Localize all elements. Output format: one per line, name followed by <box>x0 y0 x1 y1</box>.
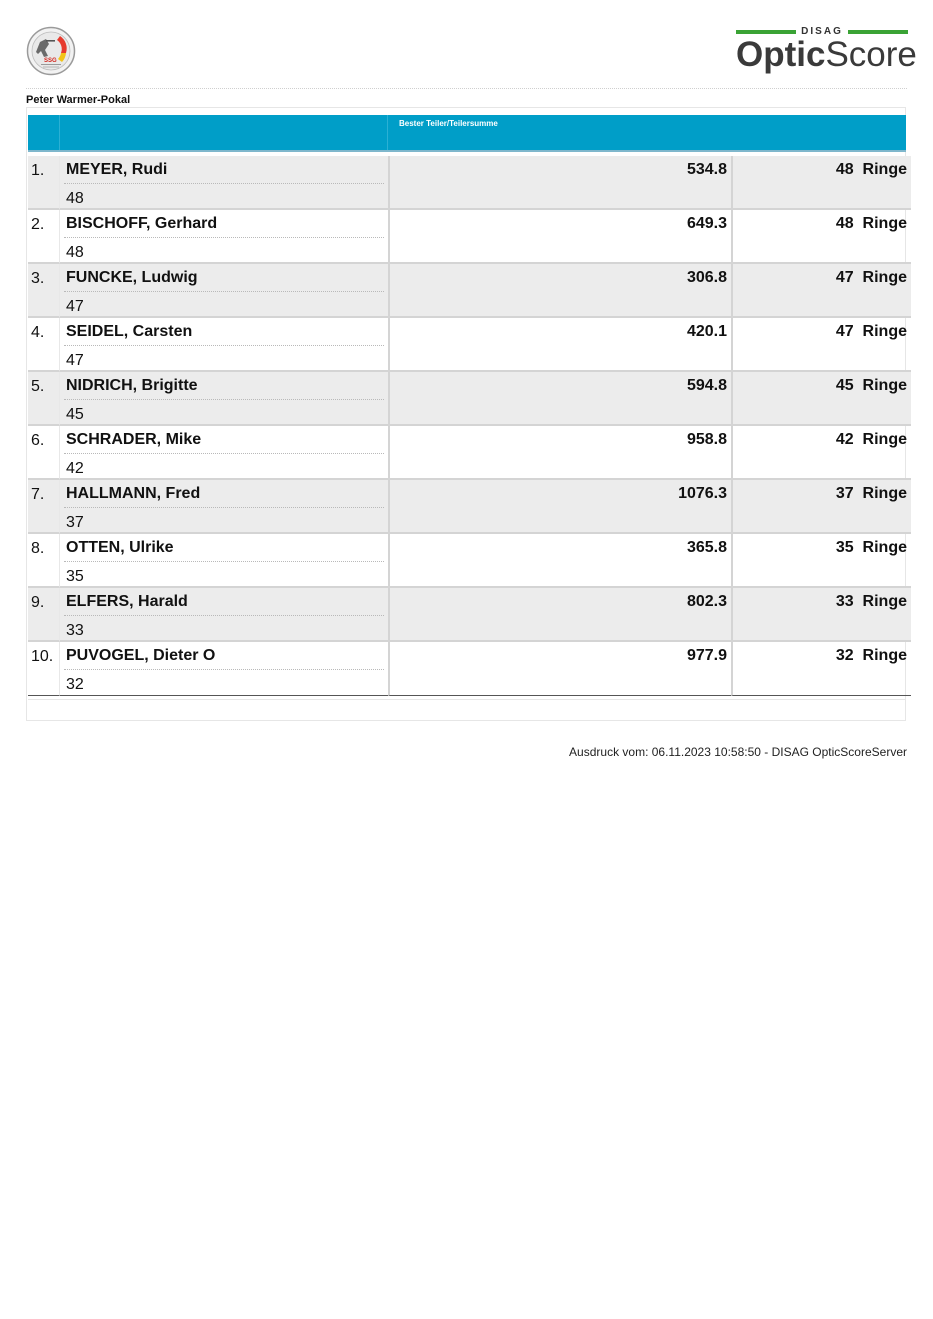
shooter-rings-sub: 32 <box>66 676 84 693</box>
teiler-value: 534.8 <box>686 161 727 178</box>
rings-value: 45 Ringe <box>835 377 907 394</box>
shooter-rings-sub: 35 <box>66 568 84 585</box>
shooter-name: PUVOGEL, Dieter O <box>66 647 216 664</box>
brand-name-bold: Optic <box>736 35 826 74</box>
shooter-rings-sub: 48 <box>66 244 84 261</box>
rank-cell: 9. <box>28 588 59 642</box>
score-cell <box>388 642 731 696</box>
results-table <box>28 156 911 696</box>
score-cell <box>388 426 731 480</box>
name-cell <box>59 588 388 642</box>
rings-cell <box>731 156 911 210</box>
rank-cell: 6. <box>28 426 59 480</box>
table-row <box>28 156 911 210</box>
rank-cell: 4. <box>28 318 59 372</box>
name-cell <box>59 534 388 588</box>
rank-cell: 5. <box>28 372 59 426</box>
rank-cell: 10. <box>28 642 59 696</box>
svg-text:SSG: SSG <box>44 58 57 64</box>
shooter-rings-sub: 42 <box>66 460 84 477</box>
rings-value: 37 Ringe <box>835 485 907 502</box>
shooter-name: HALLMANN, Fred <box>66 485 201 502</box>
table-row <box>28 318 911 372</box>
table-row <box>28 642 911 696</box>
name-cell <box>59 264 388 318</box>
rings-value: 33 Ringe <box>835 593 907 610</box>
rings-value: 42 Ringe <box>835 431 907 448</box>
shooter-rings-sub: 45 <box>66 406 84 423</box>
rings-value: 47 Ringe <box>835 269 907 286</box>
rings-cell <box>731 264 911 318</box>
brand-bar-right <box>848 30 908 34</box>
brand-name-light: Score <box>825 35 917 74</box>
table-row <box>28 588 911 642</box>
shooter-name: OTTEN, Ulrike <box>66 539 174 556</box>
table-row <box>28 534 911 588</box>
teiler-value: 1076.3 <box>678 485 727 502</box>
name-cell <box>59 210 388 264</box>
rings-value: 48 Ringe <box>835 215 907 232</box>
teiler-value: 420.1 <box>686 323 727 340</box>
brand-name <box>736 36 917 74</box>
shooter-name: MEYER, Rudi <box>66 161 168 178</box>
rings-cell <box>731 642 911 696</box>
name-cell <box>59 480 388 534</box>
rank-cell: 3. <box>28 264 59 318</box>
event-title: Peter Warmer-Pokal <box>26 94 131 106</box>
score-cell <box>388 210 731 264</box>
name-cell <box>59 318 388 372</box>
shooter-name: SCHRADER, Mike <box>66 431 202 448</box>
rank-cell: 2. <box>28 210 59 264</box>
header-label-best-teiler: Bester Teiler/Teilersumme <box>399 119 498 128</box>
name-cell <box>59 156 388 210</box>
header-divider-rank <box>59 115 60 150</box>
teiler-value: 594.8 <box>686 377 727 394</box>
results-table-body <box>28 156 911 696</box>
disag-opticscore-logo <box>736 26 917 74</box>
name-cell <box>59 642 388 696</box>
score-cell <box>388 480 731 534</box>
rings-cell <box>731 210 911 264</box>
rings-value: 48 Ringe <box>835 161 907 178</box>
table-row <box>28 480 911 534</box>
rings-cell <box>731 372 911 426</box>
shooter-name: SEIDEL, Carsten <box>66 323 193 340</box>
shooter-rings-sub: 37 <box>66 514 84 531</box>
rings-cell <box>731 318 911 372</box>
header-divider <box>26 88 907 89</box>
table-row <box>28 210 911 264</box>
header-divider-name <box>387 115 388 150</box>
rings-cell <box>731 426 911 480</box>
rings-value: 32 Ringe <box>835 647 907 664</box>
results-table-header <box>28 115 906 152</box>
name-cell <box>59 426 388 480</box>
score-cell <box>388 588 731 642</box>
teiler-value: 306.8 <box>686 269 727 286</box>
score-cell <box>388 156 731 210</box>
club-logo <box>26 26 76 76</box>
shooter-rings-sub: 47 <box>66 298 84 315</box>
shooter-rings-sub: 33 <box>66 622 84 639</box>
results-table-footer <box>28 699 906 721</box>
rings-value: 35 Ringe <box>835 539 907 556</box>
table-row <box>28 426 911 480</box>
rank-cell: 1. <box>28 156 59 210</box>
table-row <box>28 372 911 426</box>
print-timestamp: Ausdruck vom: 06.11.2023 10:58:50 - DISAG OpticScoreServer <box>569 745 907 759</box>
shooter-rings-sub: 48 <box>66 190 84 207</box>
shooter-name: ELFERS, Harald <box>66 593 188 610</box>
teiler-value: 649.3 <box>686 215 727 232</box>
teiler-value: 365.8 <box>686 539 727 556</box>
rings-cell <box>731 480 911 534</box>
shooter-name: NIDRICH, Brigitte <box>66 377 198 394</box>
name-cell <box>59 372 388 426</box>
brand-disag-text: DISAG <box>801 26 843 37</box>
shooter-name: FUNCKE, Ludwig <box>66 269 198 286</box>
brand-bar-left <box>736 30 796 34</box>
rings-cell <box>731 588 911 642</box>
shooter-rings-sub: 47 <box>66 352 84 369</box>
score-cell <box>388 534 731 588</box>
teiler-value: 977.9 <box>686 647 727 664</box>
rings-value: 47 Ringe <box>835 323 907 340</box>
rank-cell: 8. <box>28 534 59 588</box>
rank-cell: 7. <box>28 480 59 534</box>
teiler-value: 802.3 <box>686 593 727 610</box>
shooter-name: BISCHOFF, Gerhard <box>66 215 218 232</box>
rings-cell <box>731 534 911 588</box>
score-cell <box>388 264 731 318</box>
table-row <box>28 264 911 318</box>
teiler-value: 958.8 <box>686 431 727 448</box>
score-cell <box>388 372 731 426</box>
score-cell <box>388 318 731 372</box>
